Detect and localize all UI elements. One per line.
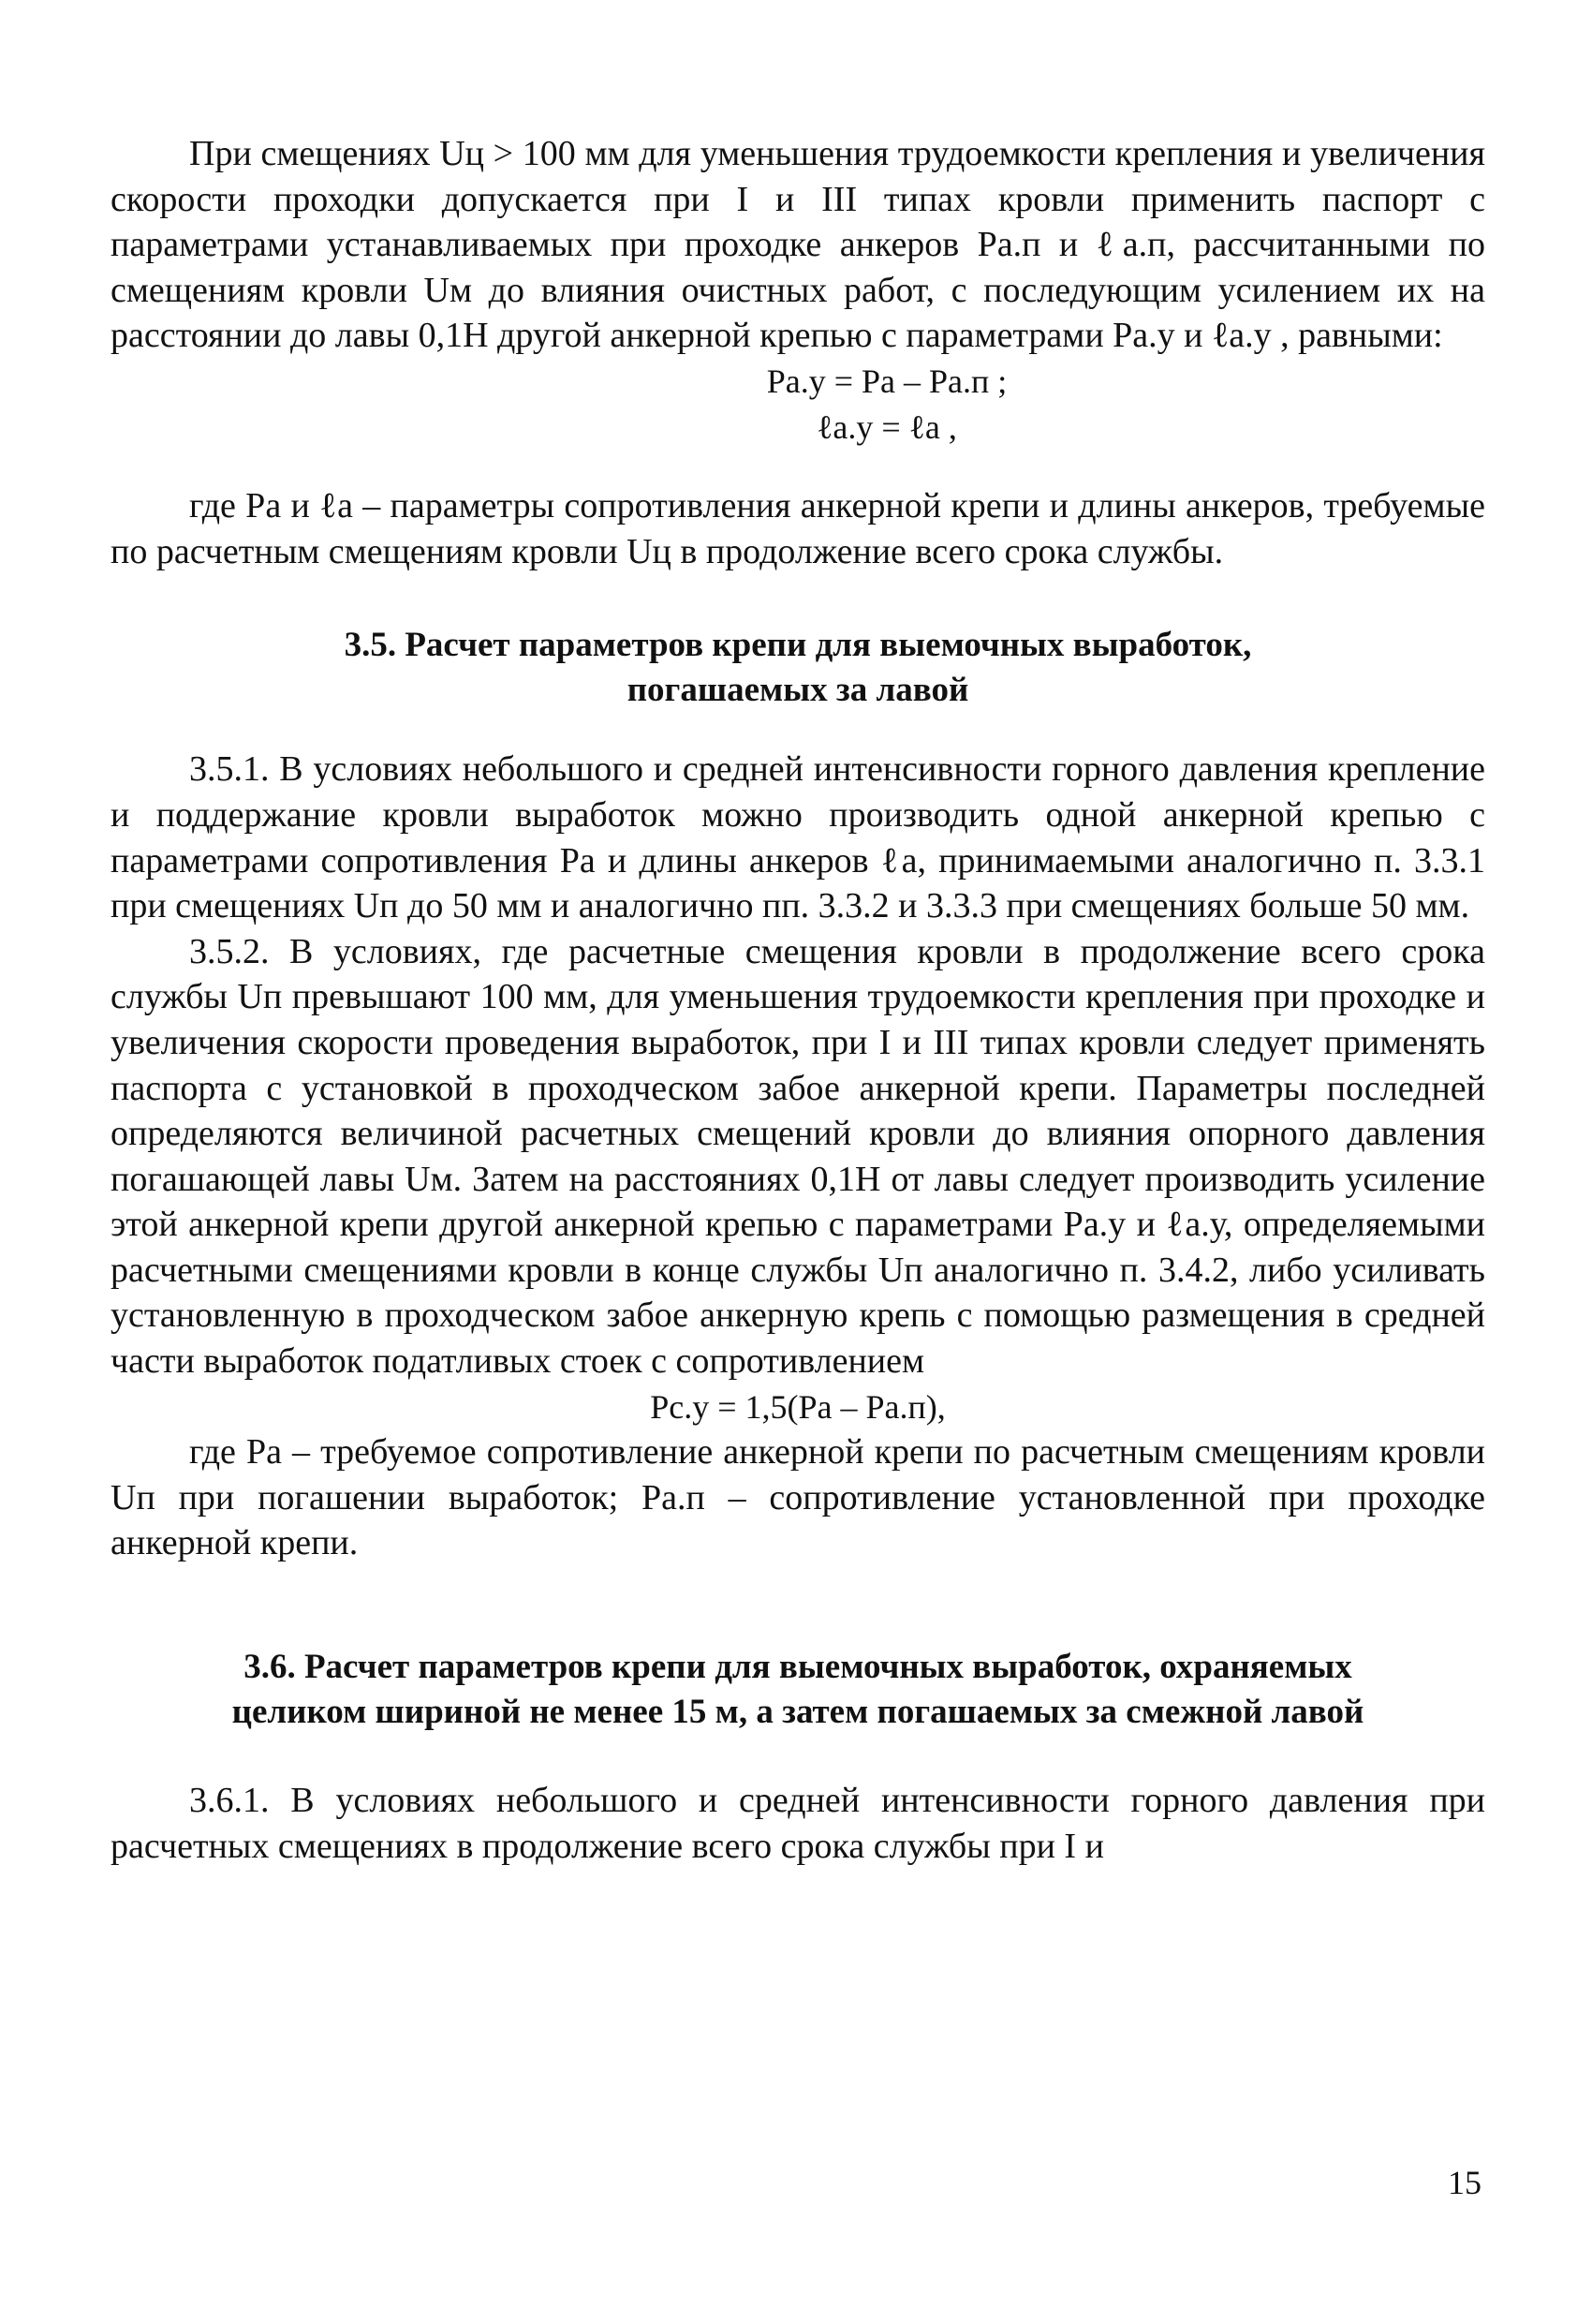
formula-lay: ℓа.у = ℓа , [817, 407, 957, 446]
section-heading-3-6 [111, 1645, 1485, 1735]
section-heading-3-5-line2: погашаемых за лавой [626, 671, 969, 710]
paragraph-3-5-1: 3.5.1. В условиях небольшого и средней интенсивности горного давления крепление и поддержание кровли выработок можно производить одной анкерной крепью с параметрами сопротивления Pа и длины анкеров ℓа, принимаемыми аналогично п. 3.3.1 при смещениях Uп до 50 мм и аналогично пп. 3.3.2 и 3.3.3 при смещениях больше 50 мм. [111, 749, 1485, 926]
document-page [111, 131, 1485, 1869]
paragraph-3-5-2: 3.5.2. В условиях, где расчетные смещения кровли в продолжение всего срока службы Uп превышают 100 мм, для уменьшения трудоемкости крепления при проходке и увеличения скорости проведения выработок, при I и III типах кровли следует применять паспорта с установкой в проходческом забое анкерной крепи. Параметры последней определяются величиной расчетных смещений кровли до влияния опорного давления погашающей лавы Uм. Затем на расстояниях 0,1H от лавы следует производить усиление этой анкерной крепи другой анкерной крепью с параметрами Pа.у и ℓа.у, определяемыми расчетными смещениями кровли в конце службы Uп аналогично п. 3.4.2, либо усиливать установленную в проходческом забое анкерную крепь с помощью размещения в средней части выработок податливых стоек с сопротивлением [111, 931, 1485, 1382]
section-heading-3-5-line1: 3.5. Расчет параметров крепи для выемочных выработок, [344, 626, 1252, 665]
paragraph-where-2: где Pа – требуемое сопротивление анкерной крепи по расчетным смещениям кровли Uп при погашении выработок; Pа.п – сопротивление установленной при проходке анкерной крепи. [111, 1432, 1485, 1563]
paragraph-intro: При смещениях Uц > 100 мм для уменьшения трудоемкости крепления и увеличения скорости проходки допускается при I и III типах кровли применить паспорт с параметрами устанавливаемых при проходке анкеров Pа.п и ℓа.п, рассчитанными по смещениям кровли Uм до влияния очистных работ, с последующим усилением их на расстоянии до лавы 0,1H другой анкерной крепью с параметрами Pа.у и ℓа.у , равными: [111, 134, 1485, 356]
paragraph-where-1: где Pа и ℓа – параметры сопротивления анкерной крепи и длины анкеров, требуемые по расчетным смещениям кровли Uц в продолжение всего срока службы. [111, 486, 1485, 571]
section-heading-3-6-line1: 3.6. Расчет параметров крепи для выемочных выработок, охраняемых [243, 1648, 1352, 1687]
paragraph-3-6-1: 3.6.1. В условиях небольшого и средней интенсивности горного давления при расчетных смещениях в продолжение всего срока службы при I и [111, 1781, 1485, 1866]
section-heading-3-6-line2: целиком шириной не менее 15 м, а затем погашаемых за смежной лавой [231, 1693, 1364, 1732]
section-heading-3-5 [111, 623, 1485, 713]
formula-pcy: Pс.у = 1,5(Pа – Pа.п), [650, 1387, 946, 1426]
page-number: 15 [1448, 2164, 1481, 2201]
formula-pay: Pа.у = Pа – Pа.п ; [766, 362, 1008, 400]
